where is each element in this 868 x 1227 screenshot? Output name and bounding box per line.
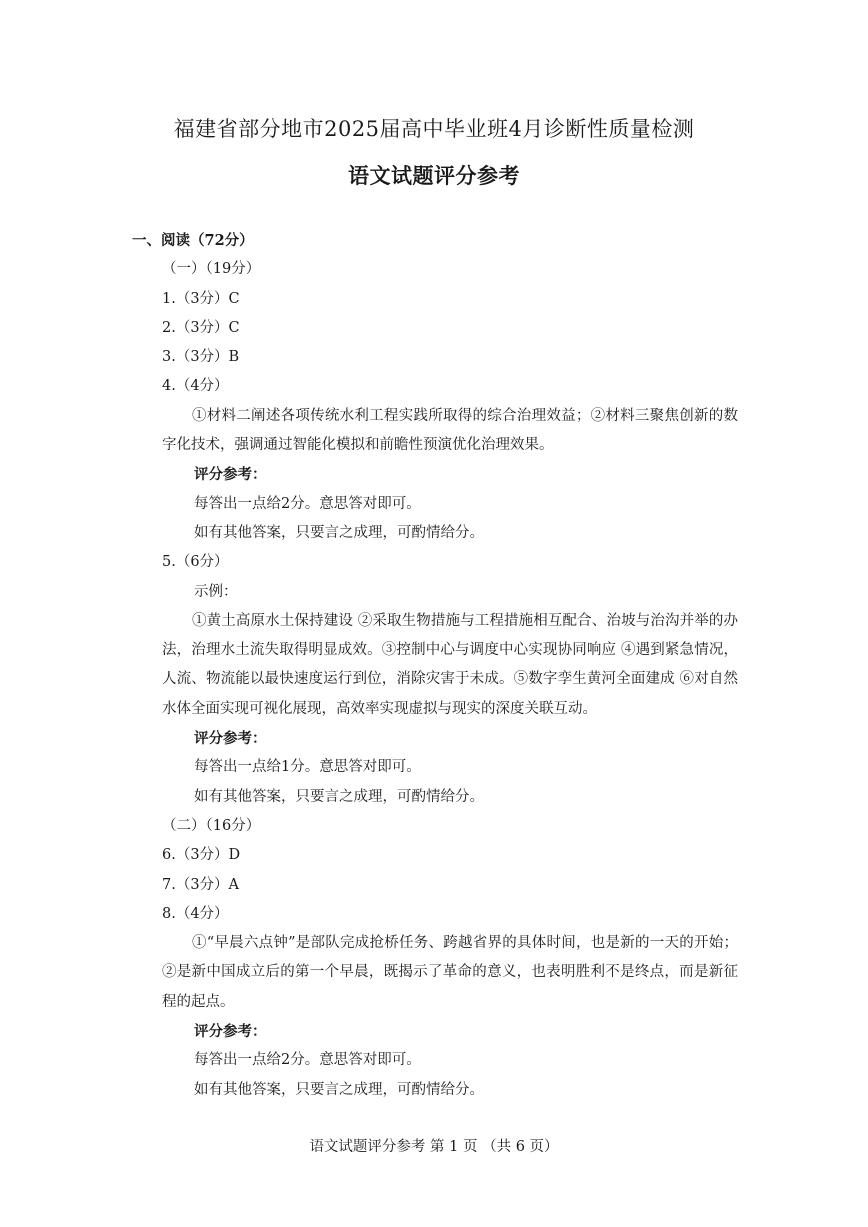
answer-q1: 1.（3分）C <box>162 290 240 307</box>
page-footer: 语文试题评分参考 第 1 页 （共 6 页） <box>309 1139 559 1155</box>
answer-content <box>132 226 738 1105</box>
answer-q8: ①“早晨六点钟”是部队完成抢桥任务、跨越省界的具体时间，也是新的一天的开始；②是新中国成立后的第一个早晨，既揭示了革命的意义，也表明胜利不是终点，而是新征程的起点。 <box>162 935 738 1010</box>
question-q4: 4.（4分） <box>162 378 229 395</box>
scoring-rule-q5-1: 每答出一点给1分。意思答对即可。 <box>194 759 421 776</box>
example-label-q5: 示例： <box>194 583 238 600</box>
answer-q6: 6.（3分）D <box>162 847 241 864</box>
scoring-label-q4: 评分参考： <box>194 466 267 484</box>
answer-q5: ①黄土高原水土保持建设 ②采取生物措施与工程措施相互配合、治坡与治沟并举的办法，治理水土流失取得明显成效。③控制中心与调度中心实现协同响应 ④遇到紧急情况，人流、物流能以最快速度运行到位，消除灾害于未成。⑤数字孪生黄河全面建成 ⑥对自然水体全面实现可视化展现，高效率实现虚拟与现实的深度关联互动。 <box>162 612 738 717</box>
answer-q3: 3.（3分）B <box>162 349 240 366</box>
scoring-rule-q8-1: 每答出一点给2分。意思答对即可。 <box>194 1052 421 1069</box>
scoring-label-q5: 评分参考： <box>194 730 267 748</box>
scoring-rule-q5-2: 如有其他答案，只要言之成理，可酌情给分。 <box>194 788 484 805</box>
question-q5: 5.（6分） <box>162 554 229 571</box>
scoring-label-q8: 评分参考： <box>194 1023 267 1041</box>
answer-q4: ①材料二阐述各项传统水利工程实践所取得的综合治理效益；②材料三聚焦创新的数字化技术，强调通过智能化模拟和前瞻性预演优化治理效果。 <box>162 407 738 454</box>
answer-q2: 2.（3分）C <box>162 319 240 336</box>
part-heading-1: （一）（19分） <box>162 261 261 278</box>
part-heading-2: （二）（16分） <box>162 817 261 834</box>
scoring-rule-q4-2: 如有其他答案，只要言之成理，可酌情给分。 <box>194 524 484 541</box>
answer-q7: 7.（3分）A <box>162 876 240 893</box>
question-q8: 8.（4分） <box>162 905 229 922</box>
scoring-rule-q8-2: 如有其他答案，只要言之成理，可酌情给分。 <box>194 1081 484 1098</box>
document-title: 福建省部分地市2025届高中毕业班4月诊断性质量检测 <box>173 117 695 141</box>
document-subtitle: 语文试题评分参考 <box>348 163 520 188</box>
section-heading-reading: 一、阅读（72分） <box>132 232 254 249</box>
scoring-rule-q4-1: 每答出一点给2分。意思答对即可。 <box>194 495 421 512</box>
